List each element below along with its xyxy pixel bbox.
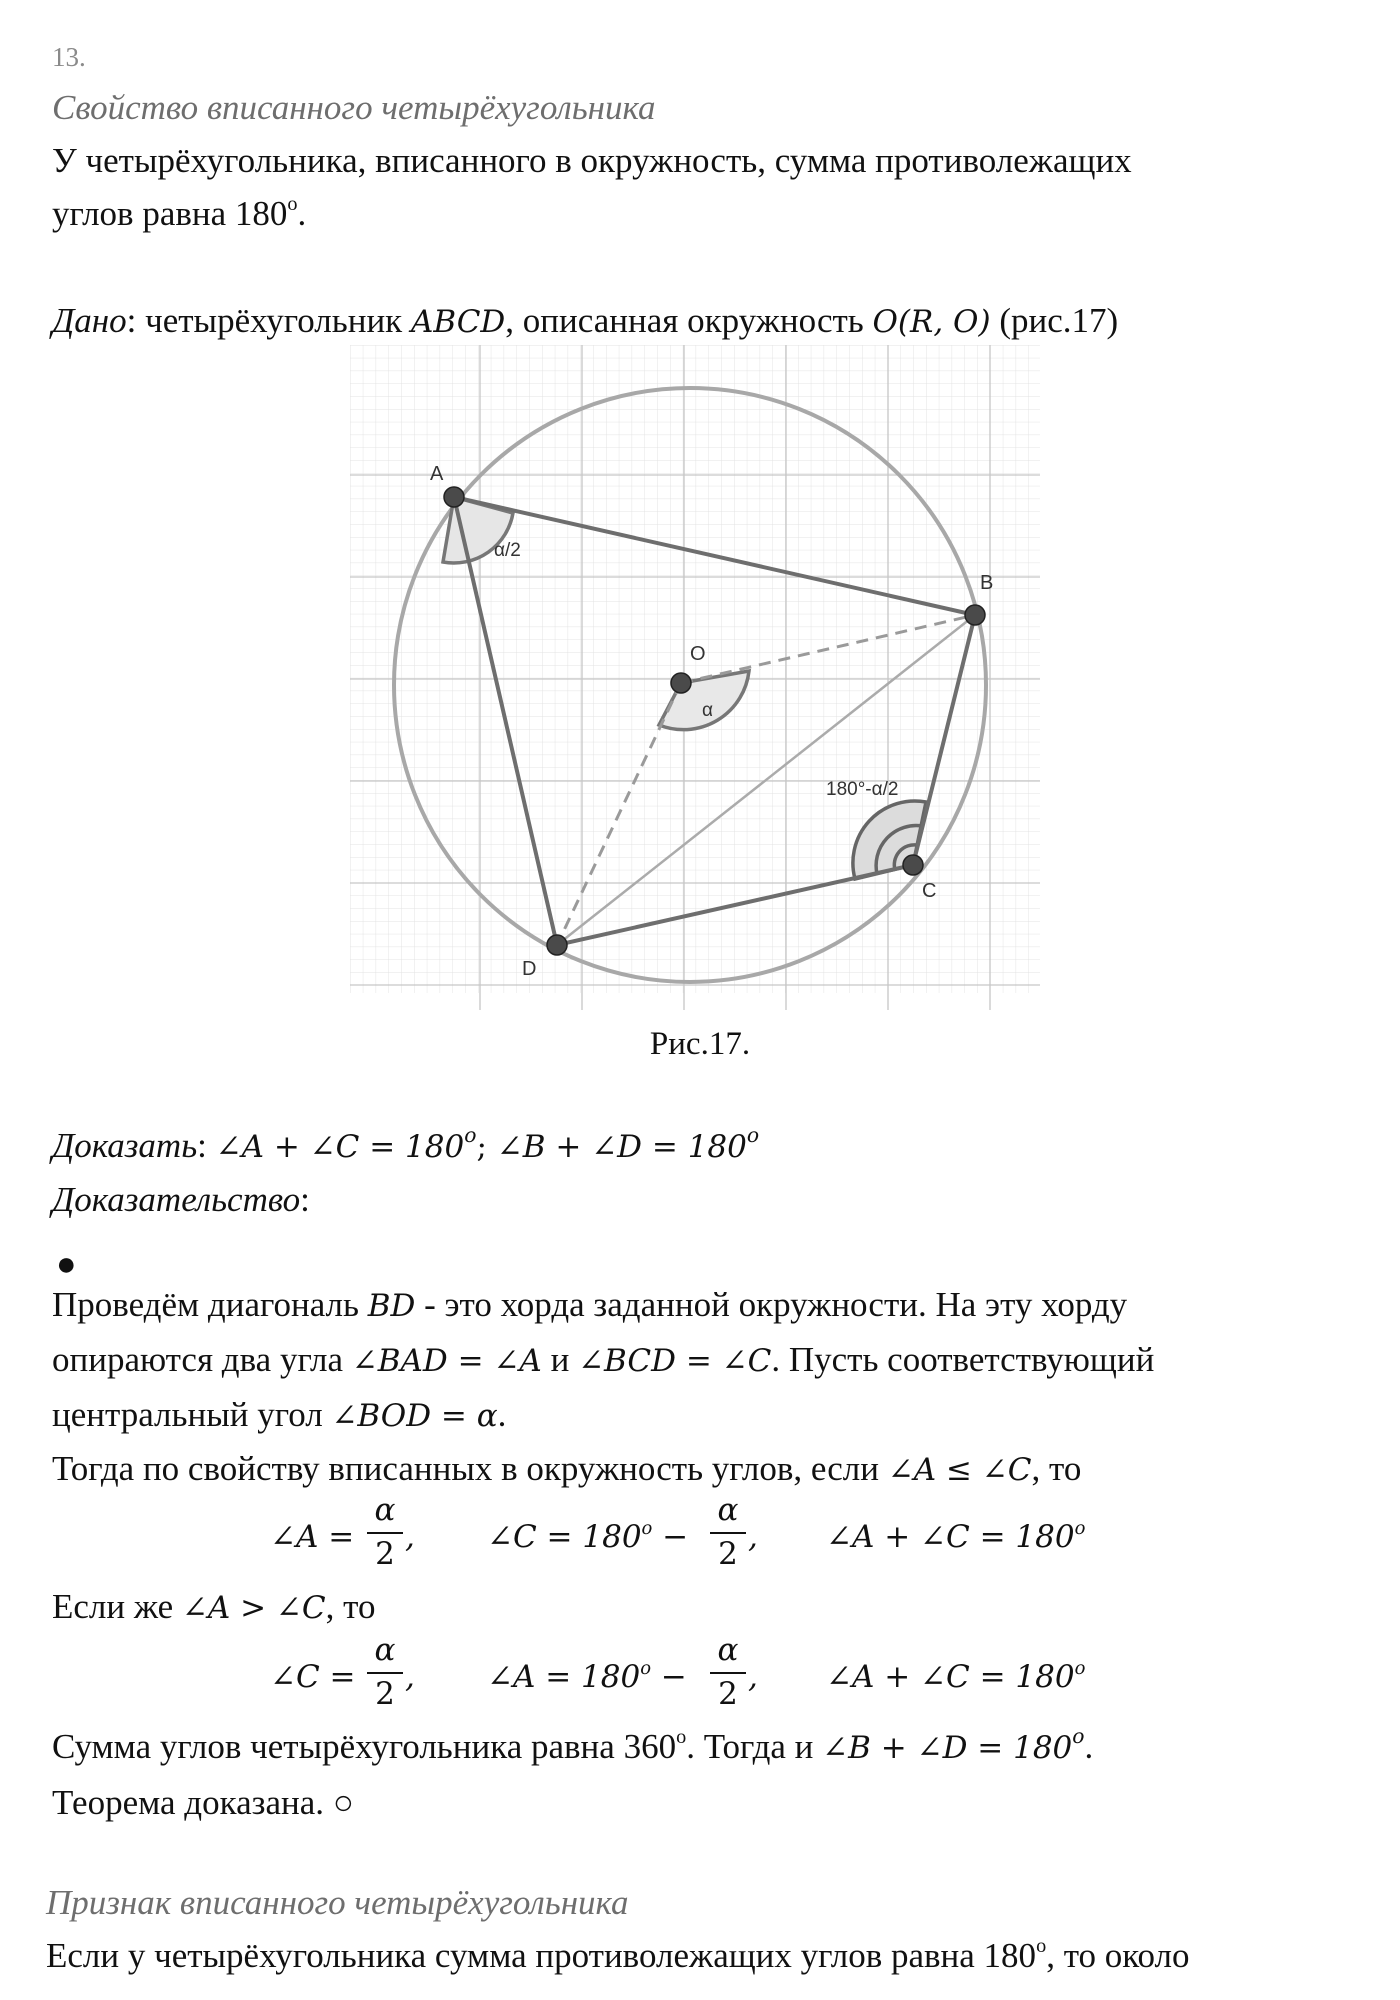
- sign-title: Признак вписанного четырёхугольника: [46, 1883, 629, 1922]
- proof-line-1: Проведём диагональ BD - это хорда заданной окружности. На эту хорду: [52, 1285, 1128, 1324]
- section-title: Свойство вписанного четырёхугольника: [52, 88, 656, 127]
- proof-line-4: Тогда по свойству вписанных в окружность углов, если ∠A ≤ ∠C, то: [52, 1449, 1082, 1488]
- label-o: O: [690, 643, 706, 665]
- prove-label: Доказать: [52, 1126, 198, 1165]
- theorem-line-1: У четырёхугольника, вписанного в окружность, сумма противолежащих: [52, 141, 1132, 180]
- sign-line: Если у четырёхугольника сумма противолежащих углов равна 180$^o$, то около: [46, 1934, 1190, 1975]
- theorem-line-2: углов равна 180$^o$.: [52, 192, 307, 233]
- proof-line-5: Если же ∠A > ∠C, то: [52, 1587, 376, 1626]
- label-c: C: [922, 880, 937, 902]
- bullet: ●: [56, 1246, 77, 1283]
- label-d: D: [522, 958, 537, 980]
- section-number: 13.: [52, 42, 86, 72]
- label-c-angle: 180°-α/2: [826, 779, 899, 800]
- proof-line-7: Теорема доказана. ○: [52, 1783, 354, 1822]
- label-b: B: [980, 572, 994, 594]
- figure-17: [350, 345, 1040, 1010]
- proof-line-3: центральный угол ∠BOD = α.: [52, 1395, 507, 1434]
- point-c: [903, 855, 923, 875]
- proof-line-2: опираются два угла ∠BAD = ∠A и ∠BCD = ∠C. Пусть соответствующий: [52, 1340, 1155, 1379]
- point-b: [965, 605, 985, 625]
- point-d: [547, 935, 567, 955]
- proof-line-6: Сумма углов четырёхугольника равна 360$^o$. Тогда и ∠B + ∠D = $180^o$.: [52, 1723, 1094, 1766]
- figure-caption: Рис.17.: [649, 1026, 751, 1062]
- point-a: [444, 487, 464, 507]
- label-alpha: α: [702, 700, 713, 721]
- point-o: [671, 673, 691, 693]
- prove-line: Доказать: ∠A + ∠C = $180^o$; ∠B + ∠D = $180^o$: [52, 1122, 760, 1165]
- proof-label: Доказательство: [52, 1180, 301, 1219]
- label-a: A: [430, 463, 444, 485]
- label-alpha-half: α/2: [494, 540, 521, 561]
- given-label: Дано: [52, 301, 127, 340]
- proof-label-line: Доказательство:: [52, 1180, 310, 1219]
- given-line: Дано: четырёхугольник ABCD, описанная окружность O(R, O) (рис.17): [52, 301, 1119, 340]
- grid: [350, 345, 1040, 1010]
